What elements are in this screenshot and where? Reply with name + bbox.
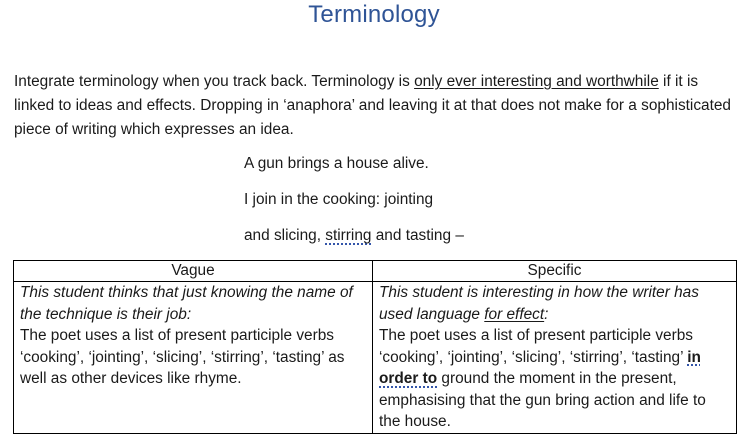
page-title: Terminology xyxy=(308,1,440,28)
specific-italic-start: This student is interesting in how the writer has used language xyxy=(379,284,699,323)
specific-italic-note xyxy=(379,282,730,325)
header-specific: Specific xyxy=(373,261,737,282)
quote-line-3-start: and slicing, xyxy=(244,227,326,244)
quote-line-3 xyxy=(244,226,464,246)
specific-example-start: The poet uses a list of present participle verbs ‘cooking’, ‘jointing’, ‘slicing’, ‘stirring’, ‘tasting’ xyxy=(379,327,693,366)
quote-line-3-end: and tasting – xyxy=(371,227,464,244)
table-row xyxy=(14,282,737,434)
quote-line-2: I join in the cooking: jointing xyxy=(244,191,434,208)
quote-line-1: A gun brings a house alive. xyxy=(244,155,429,172)
intro-paragraph xyxy=(14,70,736,142)
vague-italic-note: This student thinks that just knowing the name of the technique is their job: xyxy=(20,284,353,323)
specific-example-end: ground the moment in the present, emphasising that the gun bring action and life to the house. xyxy=(379,370,706,430)
intro-text-1: Integrate terminology when you track back. Terminology is xyxy=(14,73,415,90)
quote-word-stirring: stirring xyxy=(325,227,372,244)
intro-text-2: if it is linked to ideas and effects. Dropping in ‘anaphora’ and leaving it at that does not make for a sophisticated piece of writing which expresses an idea. xyxy=(14,73,731,138)
intro-underlined-phrase: only ever interesting and worthwhile xyxy=(414,73,659,90)
specific-example-bold: in order to xyxy=(379,348,701,387)
cell-specific xyxy=(373,282,737,434)
comparison-table xyxy=(13,260,737,434)
specific-italic-underlined: for effect xyxy=(484,305,545,323)
specific-example xyxy=(379,325,730,433)
header-vague: Vague xyxy=(14,261,373,282)
table-header-row xyxy=(14,261,737,282)
vague-example: The poet uses a list of present participle verbs ‘cooking’, ‘jointing’, ‘slicing’, ‘stirring’, ‘tasting’ as well as other devices like rhyme. xyxy=(20,327,345,387)
specific-italic-end: : xyxy=(544,305,549,323)
cell-vague xyxy=(14,282,373,434)
